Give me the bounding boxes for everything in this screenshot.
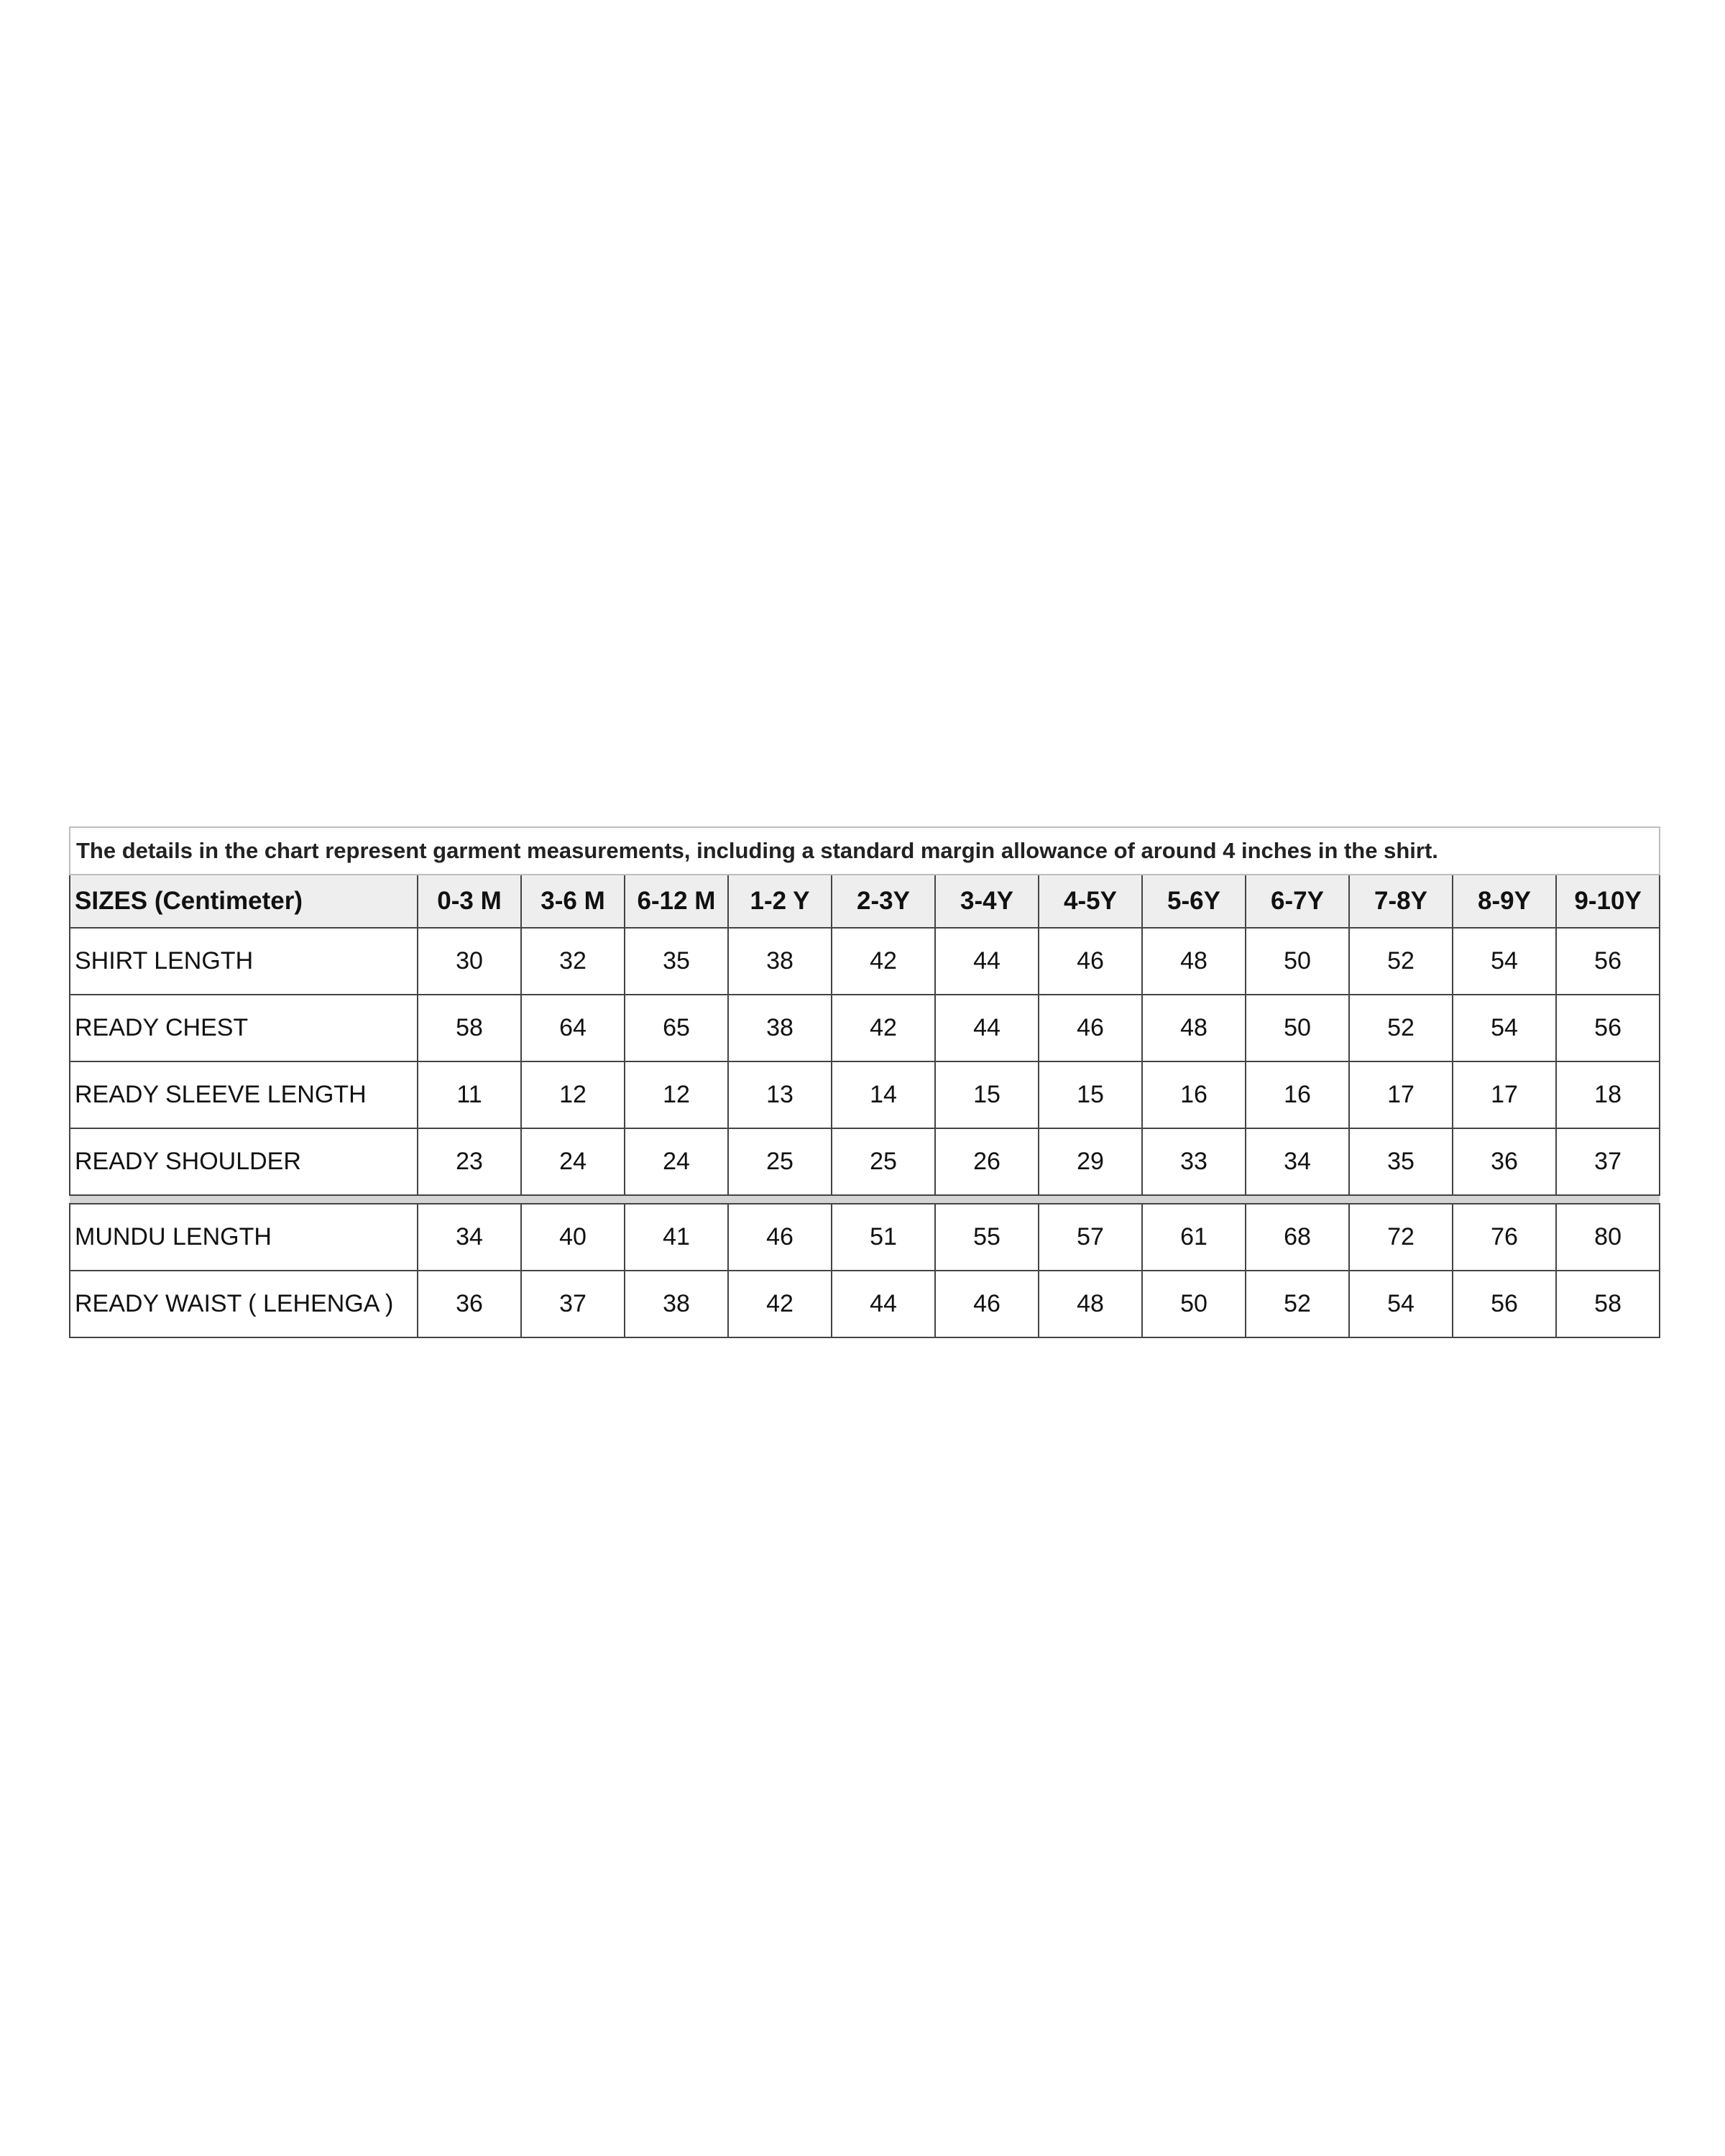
measurement-cell: 72 [1349, 1204, 1453, 1271]
size-header-cell: 0-3 M [418, 875, 521, 928]
measurement-cell: 34 [1246, 1128, 1349, 1195]
measurement-cell: 54 [1349, 1271, 1453, 1337]
measurement-cell: 55 [935, 1204, 1039, 1271]
measurement-cell: 38 [728, 995, 832, 1061]
measurement-cell: 14 [832, 1061, 935, 1128]
measurement-cell: 50 [1246, 995, 1349, 1061]
measurement-cell: 16 [1246, 1061, 1349, 1128]
measurement-cell: 23 [418, 1128, 521, 1195]
measurement-cell: 46 [935, 1271, 1039, 1337]
measurement-cell: 12 [625, 1061, 728, 1128]
size-header-cell: 7-8Y [1349, 875, 1453, 928]
measurement-cell: 57 [1039, 1204, 1142, 1271]
measurement-cell: 35 [1349, 1128, 1453, 1195]
size-chart-table [69, 826, 1660, 1338]
size-header-cell: 8-9Y [1453, 875, 1556, 928]
measurement-cell: 25 [728, 1128, 832, 1195]
size-header-cell: 2-3Y [832, 875, 935, 928]
table-row [70, 1204, 1660, 1271]
size-header-cell: 1-2 Y [728, 875, 832, 928]
measurement-cell: 65 [625, 995, 728, 1061]
table-row [70, 995, 1660, 1061]
measurement-cell: 44 [935, 928, 1039, 995]
measurement-cell: 30 [418, 928, 521, 995]
measurement-cell: 18 [1556, 1061, 1660, 1128]
size-header-cell: 4-5Y [1039, 875, 1142, 928]
measurement-cell: 24 [521, 1128, 625, 1195]
measurement-cell: 40 [521, 1204, 625, 1271]
measurement-cell: 29 [1039, 1128, 1142, 1195]
measurement-cell: 48 [1142, 995, 1246, 1061]
measurement-cell: 58 [1556, 1271, 1660, 1337]
measurement-cell: 16 [1142, 1061, 1246, 1128]
measurement-cell: 15 [935, 1061, 1039, 1128]
measurement-cell: 25 [832, 1128, 935, 1195]
measurement-cell: 48 [1039, 1271, 1142, 1337]
measurement-cell: 56 [1556, 995, 1660, 1061]
measurement-cell: 76 [1453, 1204, 1556, 1271]
measurement-cell: 11 [418, 1061, 521, 1128]
row-label: READY WAIST ( LEHENGA ) [70, 1271, 418, 1337]
measurement-cell: 35 [625, 928, 728, 995]
size-header-cell: 3-6 M [521, 875, 625, 928]
measurement-cell: 46 [1039, 995, 1142, 1061]
measurement-note: The details in the chart represent garment measurements, including a standard margin allowance of around 4 inches in the shirt. [70, 827, 1660, 875]
size-header-cell: 6-12 M [625, 875, 728, 928]
measurement-cell: 56 [1453, 1271, 1556, 1337]
measurement-cell: 26 [935, 1128, 1039, 1195]
measurement-cell: 56 [1556, 928, 1660, 995]
measurement-cell: 38 [625, 1271, 728, 1337]
table-row [70, 1061, 1660, 1128]
size-header-cell: 9-10Y [1556, 875, 1660, 928]
size-header-cell: 6-7Y [1246, 875, 1349, 928]
measurement-cell: 50 [1246, 928, 1349, 995]
measurement-cell: 36 [1453, 1128, 1556, 1195]
measurement-cell: 50 [1142, 1271, 1246, 1337]
measurement-cell: 54 [1453, 995, 1556, 1061]
measurement-cell: 48 [1142, 928, 1246, 995]
measurement-cell: 41 [625, 1204, 728, 1271]
section-divider [70, 1195, 1660, 1204]
measurement-cell: 58 [418, 995, 521, 1061]
measurement-cell: 42 [832, 928, 935, 995]
measurement-cell: 61 [1142, 1204, 1246, 1271]
measurement-cell: 32 [521, 928, 625, 995]
measurement-cell: 64 [521, 995, 625, 1061]
row-label: MUNDU LENGTH [70, 1204, 418, 1271]
measurement-cell: 37 [1556, 1128, 1660, 1195]
measurement-cell: 12 [521, 1061, 625, 1128]
measurement-cell: 52 [1349, 928, 1453, 995]
measurement-cell: 34 [418, 1204, 521, 1271]
measurement-cell: 52 [1246, 1271, 1349, 1337]
measurement-cell: 33 [1142, 1128, 1246, 1195]
measurement-cell: 44 [935, 995, 1039, 1061]
measurement-cell: 17 [1453, 1061, 1556, 1128]
row-label: SHIRT LENGTH [70, 928, 418, 995]
header-row [70, 875, 1660, 928]
measurement-cell: 24 [625, 1128, 728, 1195]
measurement-cell: 54 [1453, 928, 1556, 995]
measurement-cell: 46 [728, 1204, 832, 1271]
table-row [70, 1128, 1660, 1195]
row-label: READY CHEST [70, 995, 418, 1061]
section-divider-cell [70, 1195, 1660, 1204]
size-header-cell: 5-6Y [1142, 875, 1246, 928]
measurement-cell: 17 [1349, 1061, 1453, 1128]
table-row [70, 928, 1660, 995]
measurement-cell: 80 [1556, 1204, 1660, 1271]
measurement-cell: 13 [728, 1061, 832, 1128]
measurement-cell: 38 [728, 928, 832, 995]
row-label: READY SHOULDER [70, 1128, 418, 1195]
measurement-cell: 68 [1246, 1204, 1349, 1271]
measurement-cell: 44 [832, 1271, 935, 1337]
row-label: READY SLEEVE LENGTH [70, 1061, 418, 1128]
measurement-cell: 15 [1039, 1061, 1142, 1128]
size-header-cell: 3-4Y [935, 875, 1039, 928]
measurement-cell: 51 [832, 1204, 935, 1271]
measurement-cell: 37 [521, 1271, 625, 1337]
sizes-header-label: SIZES (Centimeter) [70, 875, 418, 928]
measurement-cell: 46 [1039, 928, 1142, 995]
measurement-cell: 52 [1349, 995, 1453, 1061]
measurement-cell: 36 [418, 1271, 521, 1337]
note-row [70, 827, 1660, 875]
measurement-cell: 42 [728, 1271, 832, 1337]
table-row [70, 1271, 1660, 1337]
measurement-cell: 42 [832, 995, 935, 1061]
